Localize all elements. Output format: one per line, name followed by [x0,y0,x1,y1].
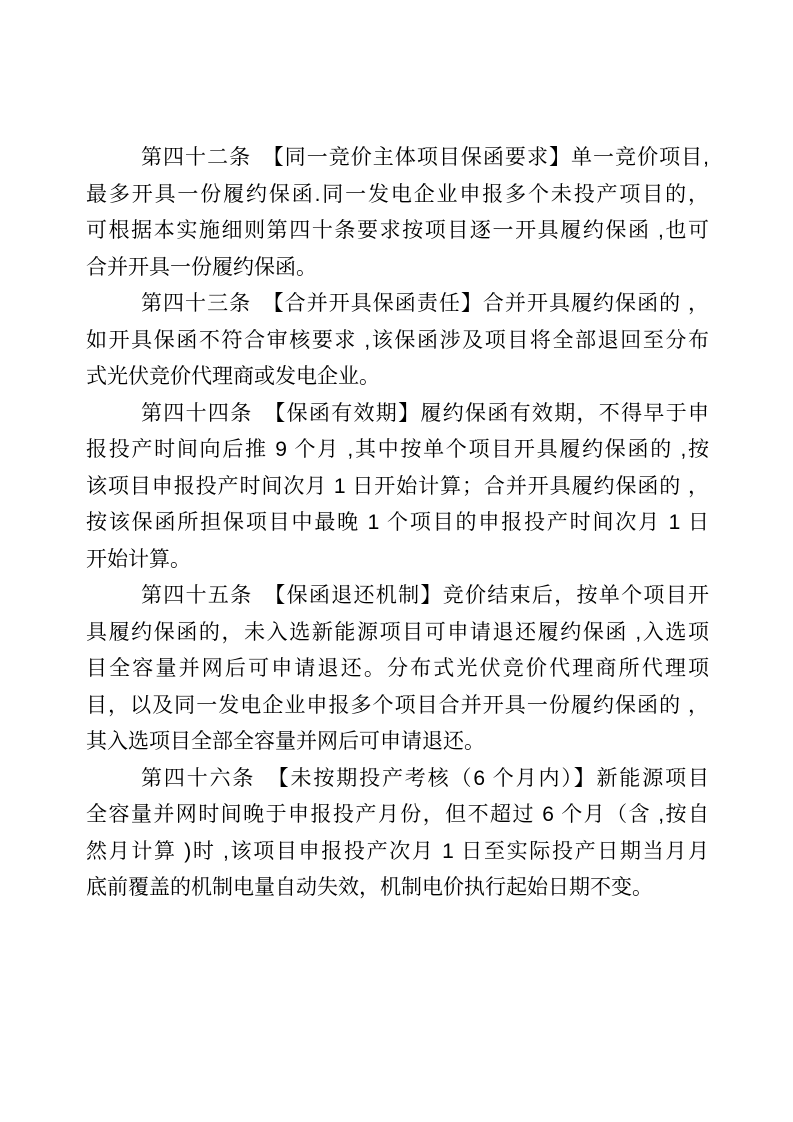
text-line: 第四十三条 【合并开具保函责任】合并开具履约保函的 ， [141,292,709,315]
document-body [86,140,709,907]
paragraph [86,140,709,286]
text-line: 合并开具一份履约保函。 [86,255,317,279]
text-line: 第四十六条 【未按期投产考核（6 个月内）】新能源项目 [141,766,709,790]
paragraph [86,761,709,907]
text-line: 最多开具一份履约保函.同一发电企业申报多个未投产项目的， [86,182,709,206]
text-line: 报投产时间向后推 9 个月 ,其中按单个项目开具履约保函的 ,按 [86,438,709,461]
text-line: 第四十四条 【保函有效期】履约保函有效期，不得早于申 [141,401,709,425]
text-line: 目全容量并网后可申请退还。分布式光伏竞价代理商所代理项 [86,657,709,680]
text-line: 底前覆盖的机制电量自动失效，机制电价执行起始日期不变。 [86,876,653,899]
paragraph [86,286,709,396]
text-line: 然月计算 )时 ,该项目申报投产次月 1 日至实际投产日期当月月 [86,839,709,863]
text-line: 第四十二条 【同一竞价主体项目保函要求】单一竞价项目, [141,146,709,169]
text-line: 目，以及同一发电企业申报多个项目合并开具一份履约保函的 ， [86,693,709,717]
text-line: 该项目申报投产时间次月 1 日开始计算；合并开具履约保函的 ， [86,474,709,498]
text-line: 具履约保函的，未入选新能源项目可申请退还履约保函 ,入选项 [86,620,709,644]
text-line: 其入选项目全部全容量并网后可申请退还。 [86,730,485,753]
paragraph [86,578,709,761]
text-line: 可根据本实施细则第四十条要求按项目逐一开具履约保函 ,也可 [86,219,709,242]
text-line: 开始计算。 [86,547,191,571]
text-line: 式光伏竞价代理商或发电企业。 [86,365,380,388]
text-line: 如开具保函不符合审核要求 ,该保函涉及项目将全部退回至分布 [86,328,709,352]
text-line: 第四十五条 【保函退还机制】竞价结束后，按单个项目开 [141,584,709,607]
text-line: 全容量并网时间晚于申报投产月份，但不超过 6 个月（含 ,按自 [86,803,709,826]
paragraph [86,396,709,579]
text-line: 按该保函所担保项目中最晚 1 个项目的申报投产时间次月 1 日 [86,511,709,534]
